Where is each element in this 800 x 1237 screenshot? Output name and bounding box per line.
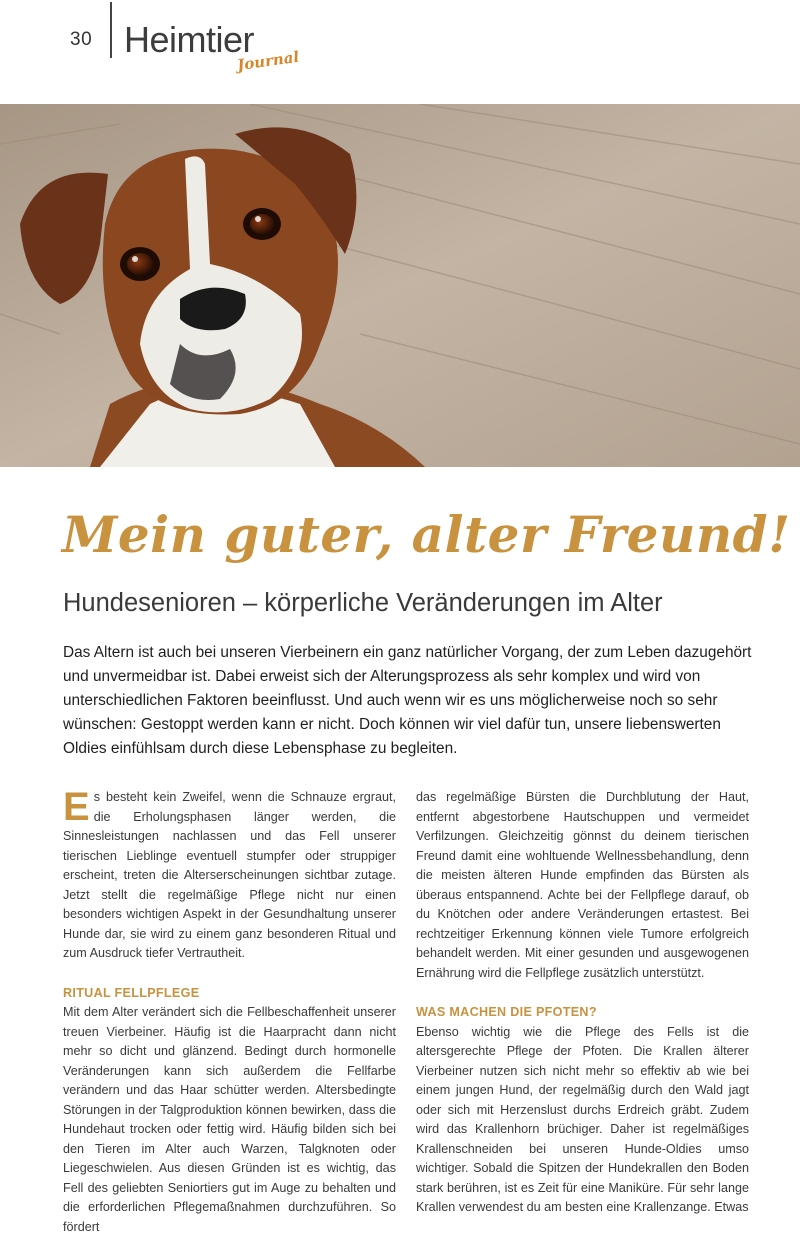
section-heading-pfoten: WAS MACHEN DIE PFOTEN? xyxy=(416,1005,597,1019)
left-column xyxy=(63,785,396,1237)
boxer-dog-illustration xyxy=(0,104,800,467)
article-lead: Das Altern ist auch bei unseren Vierbeinern ein ganz natürlicher Vorgang, der zum Leben dazugehört und unvermeidbar ist. Dabei erweist sich der Alterungsprozess als sehr komplex und wird von unterschiedlichen Faktoren beeinflusst. Und auch wenn wir es uns möglicherweise noch so sehr wünschen: Gestoppt werden kann er nicht. Doch können wir viel dafür tun, unsere liebenswerten Oldies einfühlsam durch diese Lebensphase zu begleiten. xyxy=(63,644,752,757)
section-text-pfoten: Ebenso wichtig wie die Pflege des Fells ist die altersgerechte Pflege der Pfoten. Die Krallen älterer Vierbeiner nutzen sich nicht mehr so effektiv ab wie bei einem jungen Hund, der regelmäßig durch den Wald jagt oder sich mit Herzenslust durchs Erdreich gräbt. Zudem wird das Krallenhorn brüchiger. Daher ist regelmäßiges Krallenschneiden bei unseren Hunde-Oldies umso wichtiger. Sobald die Spitzen der Hundekrallen den Boden stark berühren, ist es Zeit für eine Maniküre. Für sehr lange Krallen verwendest du am besten eine Krallenzange. Etwas xyxy=(416,1024,749,1214)
intro-paragraph xyxy=(63,785,396,964)
header-divider xyxy=(110,2,112,58)
right-column xyxy=(416,788,749,1218)
article-subtitle: Hundesenioren – körperliche Veränderungen im Alter xyxy=(63,589,663,617)
intro-text: s besteht kein Zweifel, wenn die Schnauze ergraut, die Erholungsphasen länger werden, die Sinnesleistungen nachlassen und das Fell unserer tierischen Lieblinge eventuell stumpfer oder struppiger erscheint, treten die Alterserscheinungen sichtbar zutage. Jetzt stellt die regelmäßige Pflege nicht nur einen besonders wichtigen Aspekt in der Gesundhaltung unserer Hunde dar, sie wird zu einem ganz besonderen Ritual und zum Ausdruck tiefer Vertrautheit. xyxy=(63,790,396,960)
section-heading-fellpflege: RITUAL FELLPFLEGE xyxy=(63,985,200,1000)
magazine-logo xyxy=(124,19,304,75)
section-text-fellpflege: Mit dem Alter verändert sich die Fellbeschaffenheit unserer treuen Vierbeiner. Häufig ist die Haarpracht dann nicht mehr so dicht und glänzend. Bedingt durch hormonelle Veränderungen kann sich außerdem die Fellfarbe verändern und das Haar schütter werden. Altersbedingte Störungen in der Talgproduktion können bewirken, dass die Hundehaut trocken oder fettig wird. Häufig bilden sich bei den Tieren im Alter auch Warzen, Talgknoten oder Liegeschwielen. Aus diesen Gründen ist es wichtig, das Fell des geliebten Seniortiers gut im Auge zu behalten und die erforderlichen Pflegemaßnahmen durchzuführen. So fördert xyxy=(63,1005,396,1234)
drop-cap: E xyxy=(63,785,90,829)
page-number: 30 xyxy=(70,29,93,50)
continuation-paragraph: das regelmäßige Bürsten die Durchblutung der Haut, entfernt abgestorbene Hautschuppen und vermeidet Verfilzungen. Gleichzeitig gönnst du deinem tierischen Freund damit eine wohltuende Wellnessbehandlung, denn die meisten älteren Hunde empfinden das Bürsten als überaus entspannend. Achte bei der Fellpflege darauf, ob du Knötchen oder andere Veränderungen ertastest. Bei rechtzeitiger Erkennung können viele Tumore erfolgreich behandelt werden. Mit einer gesunden und ausgewogenen Ernährung wird die Fellpflege zusätzlich unterstützt. xyxy=(416,790,749,980)
article-title: Mein guter, alter Freund! xyxy=(62,505,791,564)
logo-sub-text: Journal xyxy=(236,47,301,75)
logo-main-text: Heimtier xyxy=(124,19,255,60)
hero-dog-photo xyxy=(0,104,800,467)
